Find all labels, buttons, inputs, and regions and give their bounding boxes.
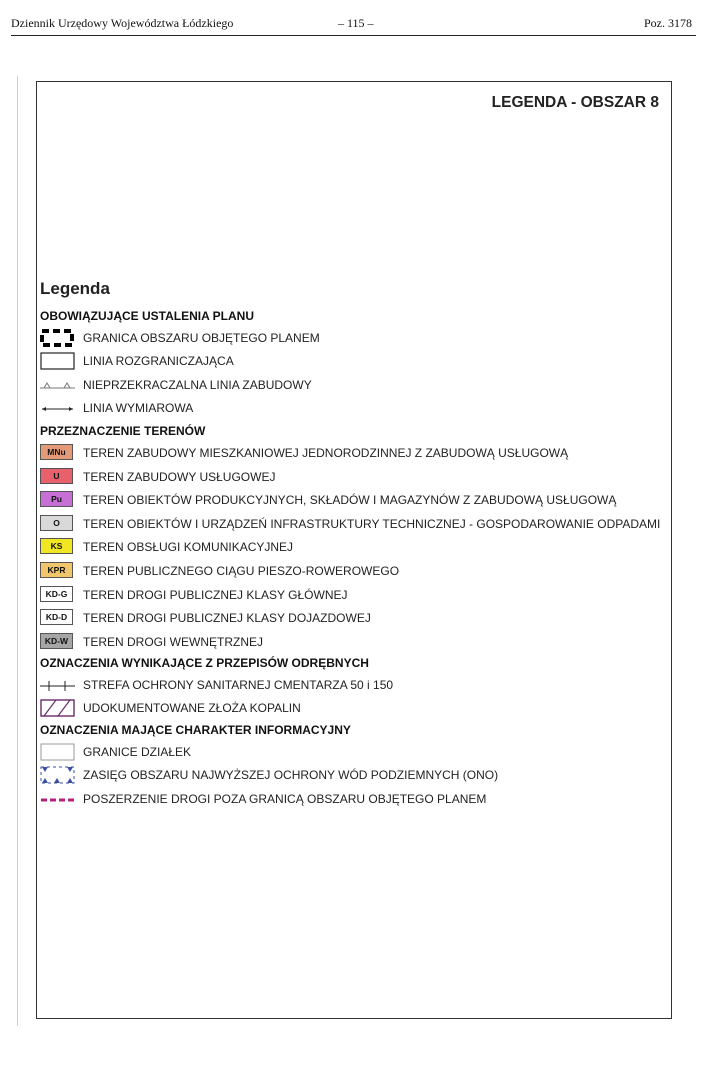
legend-label: STREFA OCHRONY SANITARNEJ CMENTARZA 50 i 150 [83,678,394,692]
legend-label: TEREN OBSŁUGI KOMUNIKACYJNEJ [83,540,294,555]
zone-swatch: KD-D [40,609,73,625]
header-rule [11,35,696,36]
legend-area-title: LEGENDA - OBSZAR 8 [491,94,659,111]
zone-swatch: KPR [40,562,73,578]
zone-swatch: KD-W [40,633,73,649]
hatched-box-icon [40,699,75,717]
legend-label: GRANICE DZIAŁEK [83,745,192,759]
groundwater-zone-icon [40,766,75,784]
legend-label: POSZERZENIE DROGI POZA GRANICĄ OBSZARU OBJĘTEGO PLANEM [83,792,487,806]
legend-label: TEREN DROGI PUBLICZNEJ KLASY DOJAZDOWEJ [83,611,371,626]
section-land-use: PRZEZNACZENIE TERENÓW [40,424,206,438]
position-number: Poz. 3178 [644,16,692,30]
section-binding: OBOWIĄZUJĄCE USTALENIA PLANU [40,309,254,323]
legend-label: TEREN ZABUDOWY MIESZKANIOWEJ JEDNORODZINNEJ Z ZABUDOWĄ USŁUGOWĄ [83,446,569,460]
map-legend-frame [36,81,672,1019]
journal-name: Dziennik Urzędowy Województwa Łódzkiego [11,16,234,30]
legend-label: NIEPRZEKRACZALNA LINIA ZABUDOWY [83,378,312,392]
dimension-arrow-icon [40,399,75,417]
rectangle-outline-icon [40,352,75,370]
legend-label: TEREN DROGI WEWNĘTRZNEJ [83,634,263,649]
zone-swatch: KS [40,538,73,554]
triangle-line-icon [40,376,75,394]
zone-swatch: U [40,468,73,484]
legend-heading: Legenda [40,279,110,298]
legend-label: TEREN PUBLICZNEGO CIĄGU PIESZO-ROWEROWEGO [83,564,400,578]
legend-label: GRANICA OBSZARU OBJĘTEGO PLANEM [83,331,320,345]
margin-line [17,76,18,1026]
page-number: – 115 – [338,16,374,30]
tick-line-icon [40,676,75,694]
legend-label: UDOKUMENTOWANE ZŁOŻA KOPALIN [83,701,301,715]
legend-label: TEREN ZABUDOWY USŁUGOWEJ [83,469,276,484]
dashed-thick-border-icon [40,329,75,347]
magenta-dashed-line-icon [40,790,75,808]
legend-label: TEREN DROGI PUBLICZNEJ KLASY GŁÓWNEJ [83,587,348,602]
legend-label: ZASIĘG OBSZARU NAJWYŻSZEJ OCHRONY WÓD PODZIEMNYCH (ONO) [83,768,499,782]
section-info: OZNACZENIA MAJĄCE CHARAKTER INFORMACYJNY [40,723,351,737]
legend-label: LINIA ROZGRANICZAJĄCA [83,354,234,368]
page-header [11,14,694,36]
plot-boundary-icon [40,743,75,761]
legend-label: TEREN OBIEKTÓW PRODUKCYJNYCH, SKŁADÓW I MAGAZYNÓW Z ZABUDOWĄ USŁUGOWĄ [83,493,617,508]
zone-swatch: KD-G [40,586,73,602]
legend-label: TEREN OBIEKTÓW I URZĄDZEŃ INFRASTRUKTURY TECHNICZNEJ - GOSPODAROWANIE ODPADAMI [83,516,661,531]
legend-label: LINIA WYMIAROWA [83,401,194,415]
section-separate: OZNACZENIA WYNIKAJĄCE Z PRZEPISÓW ODRĘBNYCH [40,656,369,670]
zone-swatch: MNu [40,444,73,460]
zone-swatch: Pu [40,491,73,507]
zone-swatch: O [40,515,73,531]
